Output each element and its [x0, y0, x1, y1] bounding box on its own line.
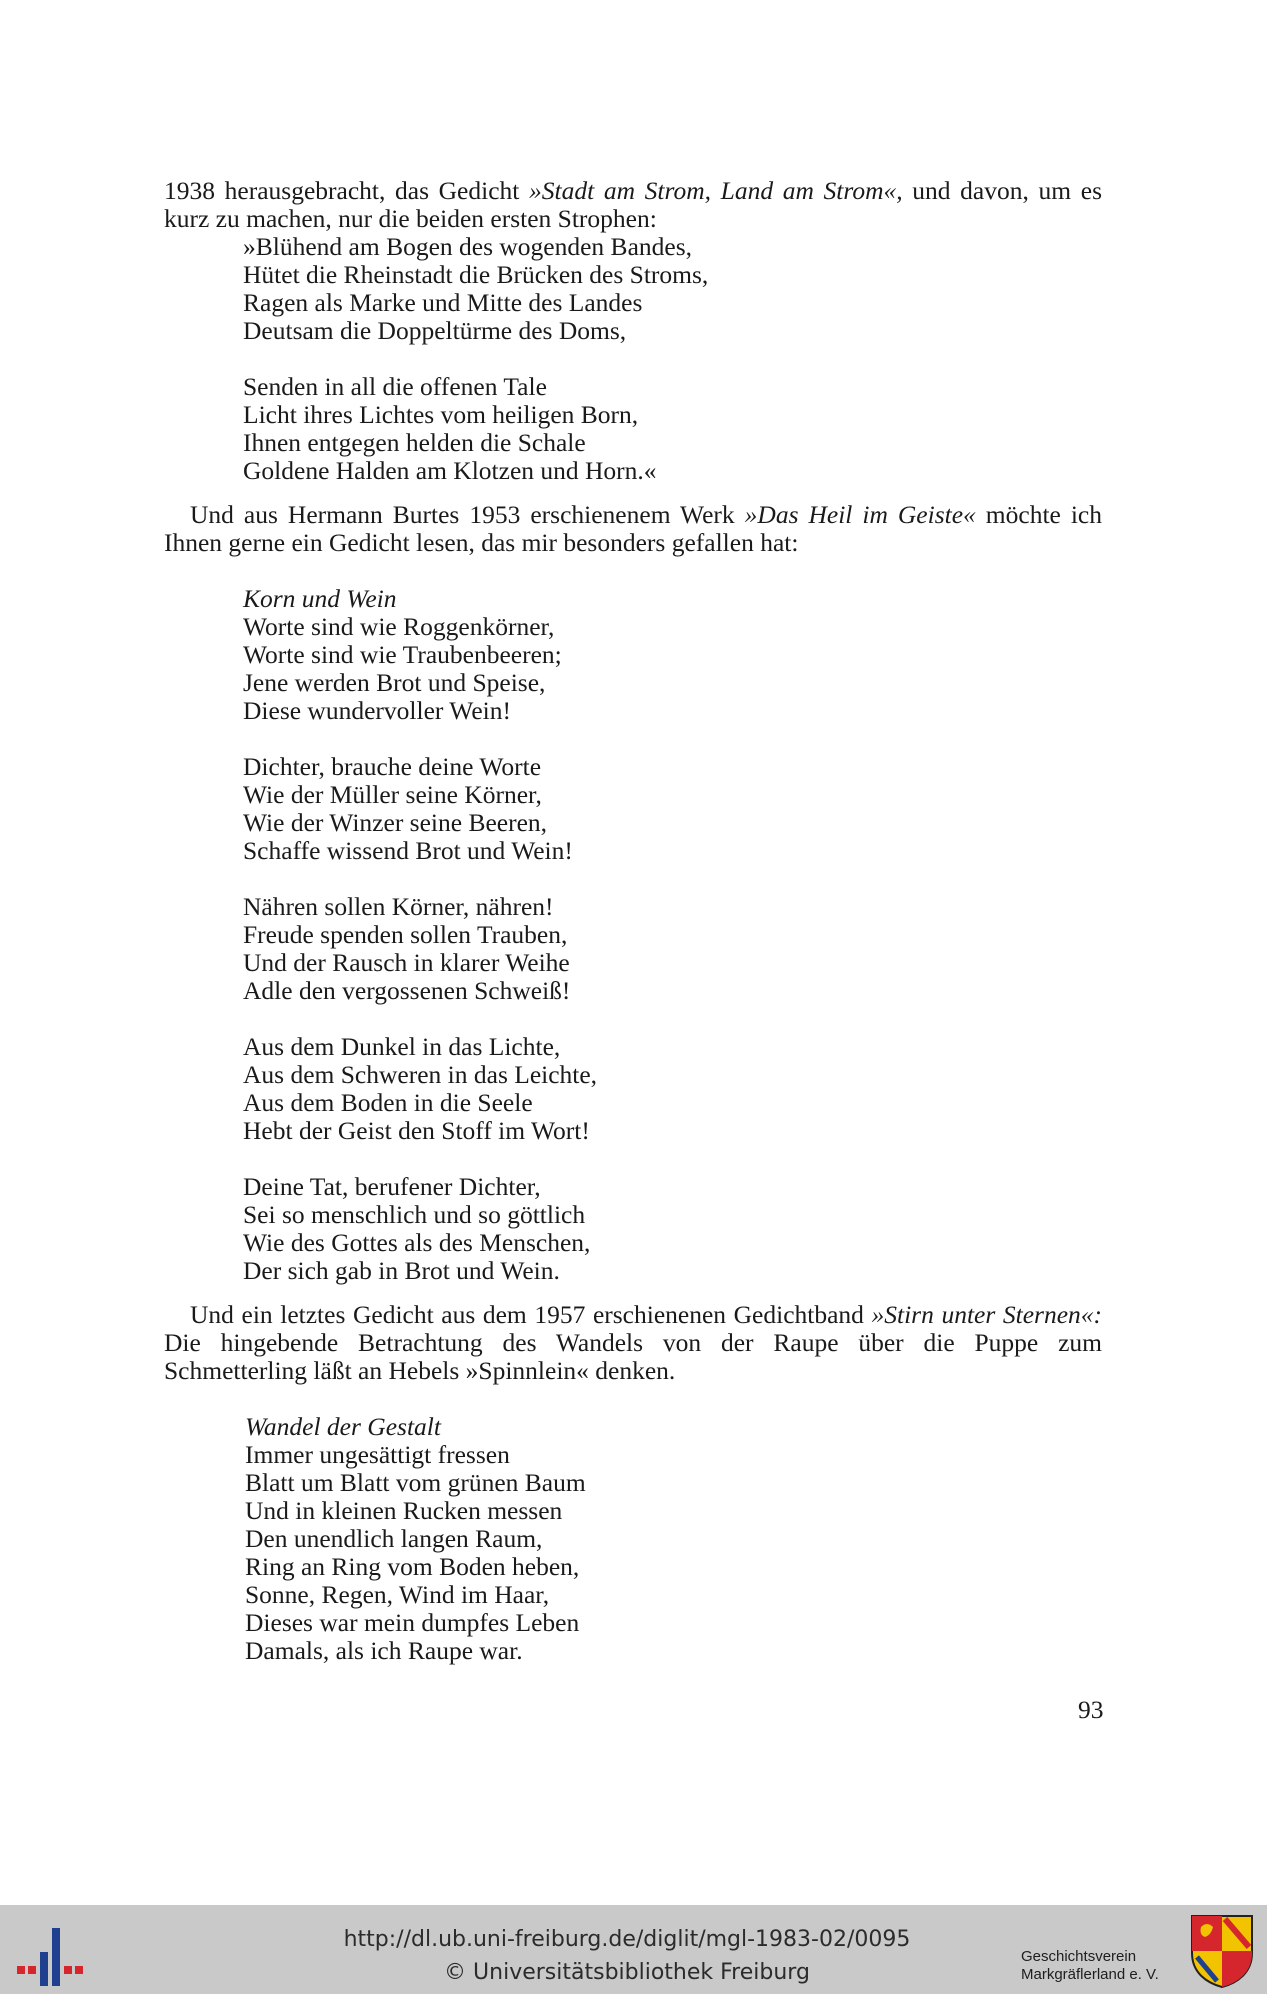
poem-line: Ring an Ring vom Boden heben,: [245, 1552, 580, 1581]
para3-text-post: Die hingebende Betrachtung des Wandels von der Raupe über die Puppe zum Schmetterling läßt an Hebels »Spinnlein« denken.: [164, 1328, 1102, 1385]
poem-line: Immer ungesättigt fressen: [245, 1440, 510, 1469]
poem-line: Wie des Gottes als des Menschen,: [243, 1228, 591, 1257]
poem-line: Deutsam die Doppeltürme des Doms,: [243, 316, 627, 345]
poem-line: Diese wundervoller Wein!: [243, 696, 511, 725]
poem-line: Dichter, brauche deine Worte: [243, 752, 542, 781]
poem-line: Schaffe wissend Brot und Wein!: [243, 836, 573, 865]
para2-text-pre: Und aus Hermann Burtes 1953 erschienenem Werk: [190, 500, 745, 529]
poem-line: Worte sind wie Roggenkörner,: [243, 612, 555, 641]
poem2-stanza: [243, 585, 597, 725]
poem-line: Aus dem Boden in die Seele: [243, 1088, 533, 1117]
poem-line: Freude spenden sollen Trauben,: [243, 920, 568, 949]
coat-of-arms-icon: [1189, 1913, 1255, 1989]
page-number: 93: [1078, 1695, 1104, 1724]
para3-text-pre: Und ein letztes Gedicht aus dem 1957 erschienenen Gedichtband: [190, 1300, 872, 1329]
poem-line: Ragen als Marke und Mitte des Landes: [243, 288, 643, 317]
poem-line: Aus dem Schweren in das Leichte,: [243, 1060, 598, 1089]
poem-line: Der sich gab in Brot und Wein.: [243, 1256, 560, 1285]
poem-stadt-am-strom: [243, 233, 708, 485]
society-name-line1: Geschichtsverein: [1021, 1948, 1137, 1965]
footer-url-link[interactable]: http://dl.ub.uni-freiburg.de/diglit/mgl-1983-02/0095: [343, 1927, 911, 1952]
poem2-title: Korn und Wein: [243, 584, 397, 613]
poem-line: Senden in all die offenen Tale: [243, 372, 547, 401]
poem2-stanza: [243, 753, 597, 865]
footer-copyright: © Universitätsbibliothek Freiburg: [444, 1960, 810, 1985]
poem-line: Ihnen entgegen helden die Schale: [243, 428, 586, 457]
poem-line: Hütet die Rheinstadt die Brücken des Stroms,: [243, 260, 709, 289]
poem-line: Adle den vergossenen Schweiß!: [243, 976, 571, 1005]
poem-korn-und-wein: [243, 585, 597, 1285]
intro-text-post: und davon, um es kurz zu machen, nur die beiden ersten Strophen:: [164, 176, 1102, 233]
poem-line: Hebt der Geist den Stoff im Wort!: [243, 1116, 590, 1145]
poem-line: Und der Rausch in klarer Weihe: [243, 948, 570, 977]
poem1-stanza: [243, 233, 708, 345]
poem-line: Sei so menschlich und so göttlich: [243, 1200, 586, 1229]
poem-line: Wie der Winzer seine Beeren,: [243, 808, 548, 837]
poem-line: Worte sind wie Traubenbeeren;: [243, 640, 562, 669]
poem-line: Und in kleinen Rucken messen: [245, 1496, 563, 1525]
poem-line: Damals, als ich Raupe war.: [245, 1636, 523, 1665]
poem-line: Jene werden Brot und Speise,: [243, 668, 546, 697]
poem-line: Blatt um Blatt vom grünen Baum: [245, 1468, 586, 1497]
poem-line: Aus dem Dunkel in das Lichte,: [243, 1032, 561, 1061]
paragraph-heil-im-geiste: [164, 501, 1102, 557]
intro-text-pre: 1938 herausgebracht, das Gedicht: [164, 176, 530, 205]
para2-book-title: »Das Heil im Geiste«: [744, 500, 976, 529]
intro-paragraph: [164, 177, 1102, 233]
footer-bar: [0, 1905, 1267, 1994]
paragraph-stirn-unter-sternen: [164, 1301, 1102, 1385]
para3-book-title: »Stirn unter Sternen«:: [871, 1300, 1103, 1329]
poem-line: »Blühend am Bogen des wogenden Bandes,: [243, 232, 693, 261]
poem-wandel-der-gestalt: [245, 1413, 586, 1665]
poem-line: Nähren sollen Körner, nähren!: [243, 892, 554, 921]
society-name: [1021, 1948, 1159, 1984]
poem-line: Sonne, Regen, Wind im Haar,: [245, 1580, 550, 1609]
poem-line: Wie der Müller seine Körner,: [243, 780, 542, 809]
poem2-stanza: [243, 893, 597, 1005]
para2-text-post: möchte ich Ihnen gerne ein Gedicht lesen, das mir besonders gefallen hat:: [164, 500, 1103, 557]
poem3-title: Wandel der Gestalt: [245, 1412, 441, 1441]
poem1-stanza: [243, 373, 708, 485]
poem-line: Licht ihres Lichtes vom heiligen Born,: [243, 400, 639, 429]
poem-line: Deine Tat, berufener Dichter,: [243, 1172, 541, 1201]
intro-poem-title: »Stadt am Strom, Land am Strom«,: [529, 176, 903, 205]
poem-line: Den unendlich langen Raum,: [245, 1524, 543, 1553]
poem-line: Goldene Halden am Klotzen und Horn.«: [243, 456, 657, 485]
society-name-line2: Markgräflerland e. V.: [1021, 1966, 1159, 1983]
poem-line: Dieses war mein dumpfes Leben: [245, 1608, 580, 1637]
poem2-stanza: [243, 1173, 597, 1285]
poem2-stanza: [243, 1033, 597, 1145]
